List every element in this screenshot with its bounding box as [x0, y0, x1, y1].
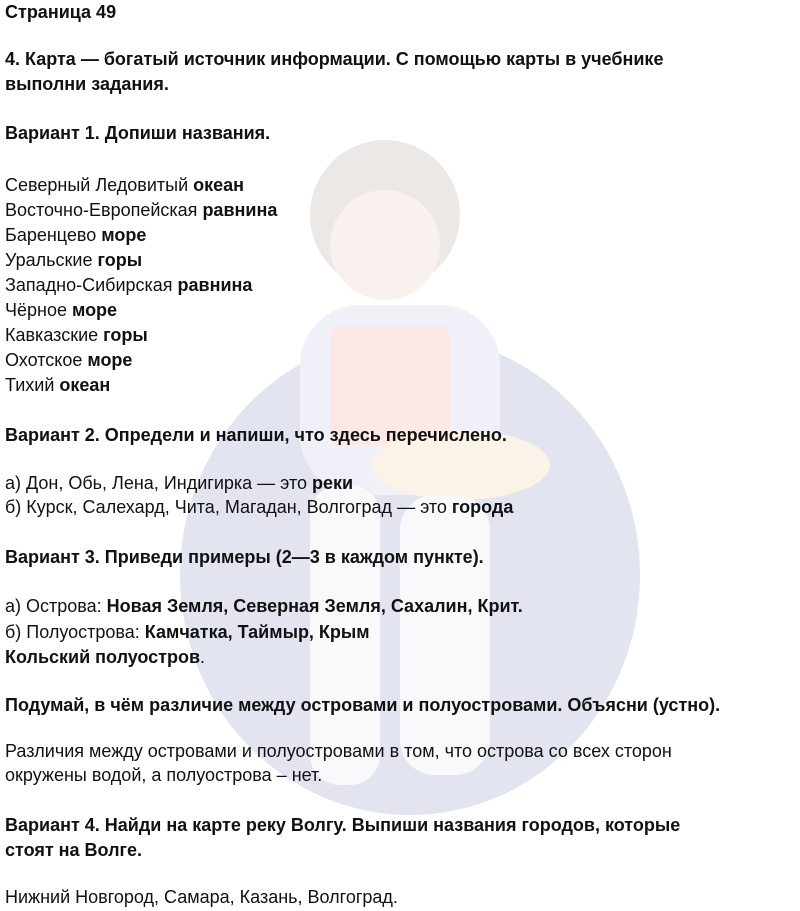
list-item: Восточно-Европейская равнина: [5, 200, 278, 220]
variant1-heading: Вариант 1. Допиши названия.: [5, 123, 271, 143]
think-heading: Подумай, в чём различие между островами и полуостровами. Объясни (устно).: [5, 695, 721, 715]
list-item: Северный Ледовитый океан: [5, 175, 245, 195]
variant3-a: а) Острова: Новая Земля, Северная Земля, Сахалин, Крит.: [5, 596, 523, 616]
list-item: Уральские горы: [5, 250, 143, 270]
variant2-a: а) Дон, Обь, Лена, Индигирка — это реки: [5, 473, 354, 493]
list-item: Западно-Сибирская равнина: [5, 275, 253, 295]
think-answer-line2: окружены водой, а полуострова – нет.: [5, 765, 323, 785]
variant4-heading-line1: Вариант 4. Найди на карте реку Волгу. Выпиши названия городов, которые: [5, 815, 681, 835]
list-item: Тихий океан: [5, 375, 111, 395]
variant3-b: б) Полуострова: Камчатка, Таймыр, Крым: [5, 622, 370, 642]
list-item: Баренцево море: [5, 225, 147, 245]
variant4-heading-line2: стоят на Волге.: [5, 840, 143, 860]
task4-line2: выполни задания.: [5, 74, 169, 94]
page-heading: Страница 49: [5, 2, 117, 22]
variant2-b: б) Курск, Салехард, Чита, Магадан, Волгоград — это города: [5, 497, 514, 517]
variant2-heading: Вариант 2. Определи и напиши, что здесь перечислено.: [5, 425, 507, 445]
variant3-b-continued: Кольский полуостров.: [5, 647, 206, 667]
task4-line1: 4. Карта — богатый источник информации. С помощью карты в учебнике: [5, 49, 664, 69]
variant3-heading: Вариант 3. Приведи примеры (2—3 в каждом пункте).: [5, 547, 484, 567]
list-item: Чёрное море: [5, 300, 118, 320]
list-item: Кавказские горы: [5, 325, 148, 345]
variant4-answer: Нижний Новгород, Самара, Казань, Волгоград.: [5, 887, 398, 907]
list-item: Охотское море: [5, 350, 133, 370]
think-answer-line1: Различия между островами и полуостровами в том, что острова со всех сторон: [5, 741, 672, 761]
